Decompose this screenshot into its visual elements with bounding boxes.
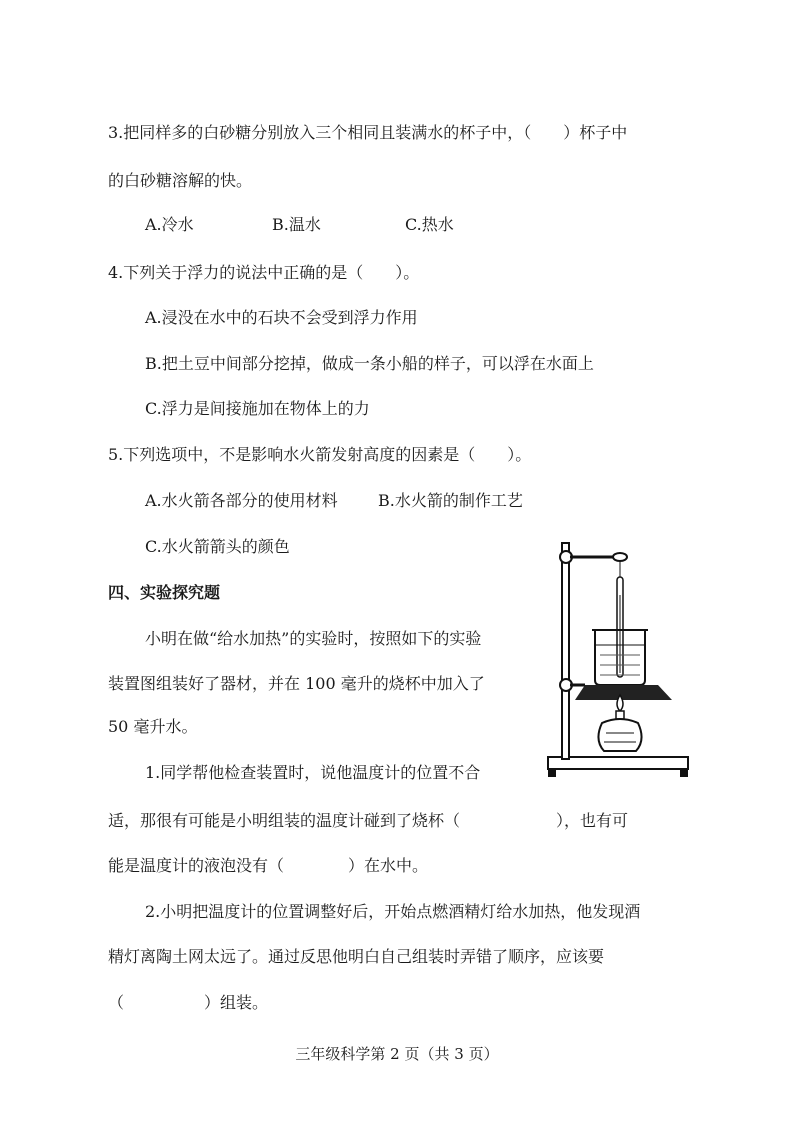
section-heading: 四、实验探究题 bbox=[108, 583, 221, 602]
q3-option-a: A.冷水 bbox=[145, 215, 194, 234]
q2-line1: 2.小明把温度计的位置调整好后，开始点燃酒精灯给水加热，他发现酒 bbox=[145, 902, 641, 921]
ceramic-gauze bbox=[575, 685, 672, 700]
q4-option-a: A.浸没在水中的石块不会受到浮力作用 bbox=[145, 308, 418, 327]
heating-apparatus-illustration bbox=[540, 535, 690, 780]
q3-line1: 3.把同样多的白砂糖分别放入三个相同且装满水的杯子中，（ ）杯子中 bbox=[108, 123, 628, 142]
q5-option-c: C.水火箭箭头的颜色 bbox=[145, 537, 290, 556]
alcohol-lamp bbox=[598, 719, 641, 751]
stand-rod bbox=[562, 543, 569, 759]
q1-line2: 适，那很有可能是小明组装的温度计碰到了烧杯（ ），也有可 bbox=[108, 811, 629, 830]
page-footer: 三年级科学第 2 页（共 3 页） bbox=[295, 1045, 499, 1063]
q3-line2: 的白砂糖溶解的快。 bbox=[108, 171, 253, 190]
q2-line2: 精灯离陶土网太远了。通过反思他明白自己组装时弄错了顺序，应该要 bbox=[108, 947, 605, 966]
q5-option-b: B.水火箭的制作工艺 bbox=[378, 491, 523, 510]
q3-option-c: C.热水 bbox=[405, 215, 454, 234]
q3-option-b: B.温水 bbox=[272, 215, 321, 234]
alcohol-lamp-flame bbox=[617, 695, 623, 711]
intro-line3: 50 毫升水。 bbox=[108, 717, 198, 736]
q4-option-b: B.把土豆中间部分挖掉，做成一条小船的样子，可以浮在水面上 bbox=[145, 354, 594, 373]
q4-stem: 4.下列关于浮力的说法中正确的是（ ）。 bbox=[108, 263, 420, 282]
q2-line3: （ ）组装。 bbox=[108, 993, 269, 1012]
q4-option-c: C.浮力是间接施加在物体上的力 bbox=[145, 399, 370, 418]
q1-line3: 能是温度计的液泡没有（ ）在水中。 bbox=[108, 856, 429, 875]
intro-line1: 小明在做“给水加热”的实验时，按照如下的实验 bbox=[145, 629, 482, 648]
q1-line1: 1.同学帮他检查装置时，说他温度计的位置不合 bbox=[145, 763, 481, 782]
q5-stem: 5.下列选项中，不是影响水火箭发射高度的因素是（ ）。 bbox=[108, 445, 532, 464]
intro-line2: 装置图组装好了器材，并在 100 毫升的烧杯中加入了 bbox=[108, 674, 485, 693]
q5-option-a: A.水火箭各部分的使用材料 bbox=[145, 491, 338, 510]
